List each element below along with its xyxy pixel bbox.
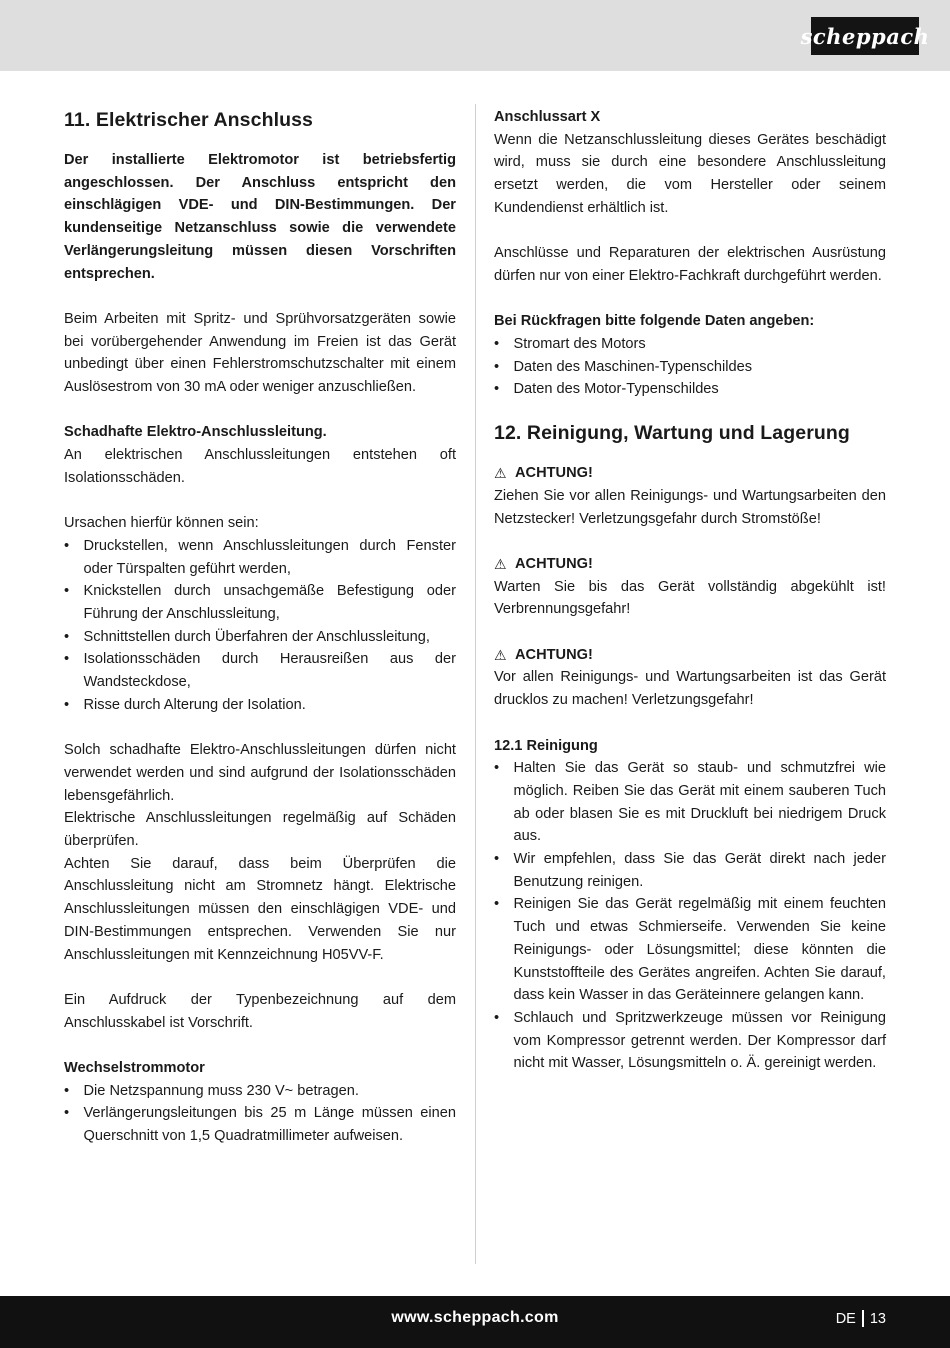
page-number: 13 [869, 1310, 886, 1327]
warning-title: ⚠ ACHTUNG! [494, 553, 886, 576]
separator [862, 1310, 864, 1327]
intro-paragraph: Der installierte Elektromotor ist betriebsfertig angeschlossen. Der Anschluss entspricht den einschlägigen VDE- und DIN-Bestimmungen. Der kundenseitige Netzanschluss sowie die verwendete Verlängerungsleitung müssen diesen Vorschriften entsprechen. [64, 152, 456, 282]
list-item: • Verlängerungsleitungen bis 25 m Länge müssen einen Querschnitt von 1,5 Quadratmillimeter aufweisen. [64, 1102, 456, 1147]
header-bar [0, 0, 950, 71]
queries-list [494, 333, 886, 401]
ac-motor-title: Wechselstrommotor [64, 1060, 205, 1077]
cleaning-list [494, 757, 886, 1075]
right-column [494, 106, 886, 1075]
footer-bar [0, 1296, 950, 1348]
warning-text: Vor allen Reinigungs- und Wartungsarbeiten ist das Gerät drucklos zu machen! Verletzungsgefahr! [494, 669, 886, 709]
causes-list [64, 535, 456, 717]
website-link[interactable]: www.scheppach.com [391, 1309, 559, 1326]
section-12-heading: 12. Reinigung, Wartung und Lagerung [494, 422, 850, 445]
connection-type-x-title: Anschlussart X [494, 109, 601, 125]
warning-triangle-icon: ⚠ [494, 465, 507, 482]
section-11-heading: 11. Elektrischer Anschluss [64, 109, 314, 131]
list-item: • Schnittstellen durch Überfahren der Anschlussleitung, [64, 626, 456, 649]
list-item: • Knickstellen durch unsachgemäße Befestigung oder Führung der Anschlussleitung, [64, 580, 456, 625]
list-item: • Halten Sie das Gerät so staub- und schmutzfrei wie möglich. Reiben Sie das Gerät mit einem sauberen Tuch ab oder blasen Sie es mit Druckluft bei niedrigem Druck aus. [494, 757, 886, 848]
warning-title: ⚠ ACHTUNG! [494, 462, 886, 485]
fi-switch-paragraph: Beim Arbeiten mit Spritz- und Sprühvorsatzgeräten sowie bei vorübergehender Anwendung im Freien ist das Gerät unbedingt über einen Fehlerstromschutzschalter mit einem Auslösestrom von 30 mA oder weniger anzuschließen. [64, 310, 456, 396]
page-indicator [836, 1310, 886, 1327]
imprint-paragraph: Ein Aufdruck der Typenbezeichnung auf dem Anschlusskabel ist Vorschrift. [64, 991, 456, 1031]
list-item: • Daten des Maschinen-Typenschildes [494, 356, 886, 379]
column-divider [475, 104, 476, 1264]
queries-title: Bei Rückfragen bitte folgende Daten angeben: [494, 313, 815, 330]
ac-motor-list [64, 1080, 456, 1148]
left-column [64, 106, 456, 1148]
list-item: • Risse durch Alterung der Isolation. [64, 694, 456, 717]
damaged-cable-title: Schadhafte Elektro-Anschlussleitung. [64, 424, 327, 441]
damaged-paragraph-2: Elektrische Anschlussleitungen regelmäßig auf Schäden überprüfen. [64, 810, 456, 850]
list-item: • Stromart des Motors [494, 333, 886, 356]
cleaning-title: 12.1 Reinigung [494, 737, 598, 754]
list-item: • Die Netzspannung muss 230 V~ betragen. [64, 1080, 456, 1103]
damaged-cable-text: An elektrischen Anschlussleitungen entstehen oft Isolationsschäden. [64, 447, 456, 486]
brand-logo: scheppach [811, 17, 919, 55]
list-item: • Reinigen Sie das Gerät regelmäßig mit einem feuchten Tuch und etwas Schmierseife. Verwenden Sie keine Reinigungs- oder Lösungsmittel; diese könnten die Kunststoffteile des Gerätes angreifen. Achten Sie darauf, dass kein Wasser in das Geräteinnere gelangen kann. [494, 893, 886, 1007]
causes-intro: Ursachen hierfür können sein: [64, 515, 259, 532]
list-item: • Daten des Motor-Typenschildes [494, 378, 886, 401]
damaged-paragraph-3: Achten Sie darauf, dass beim Überprüfen die Anschlussleitung nicht am Stromnetz hängt. Elektrische Anschlussleitungen müssen den einschlägigen VDE- und DIN-Bestimmungen entsprechen. Verwenden Sie nur Anschlussleitungen mit Kennzeichnung H05VV-F. [64, 855, 456, 963]
warning-text: Ziehen Sie vor allen Reinigungs- und Wartungsarbeiten den Netzstecker! Verletzungsgefahr durch Stromstöße! [494, 487, 886, 527]
warning-text: Warten Sie bis das Gerät vollständig abgekühlt ist! Verbrennungsgefahr! [494, 578, 886, 618]
warning-triangle-icon: ⚠ [494, 555, 507, 572]
language-code: DE [835, 1310, 856, 1327]
list-item: • Wir empfehlen, dass Sie das Gerät direkt nach jeder Benutzung reinigen. [494, 848, 886, 893]
warning-triangle-icon: ⚠ [494, 646, 507, 663]
warning-title: ⚠ ACHTUNG! [494, 644, 886, 667]
list-item: • Druckstellen, wenn Anschlussleitungen durch Fenster oder Türspalten geführt werden, [64, 535, 456, 580]
damaged-paragraph-1: Solch schadhafte Elektro-Anschlussleitungen dürfen nicht verwendet werden und sind aufgrund der Isolationsschäden lebensgefährlich. [64, 742, 456, 804]
list-item: • Isolationsschäden durch Herausreißen aus der Wandsteckdose, [64, 648, 456, 693]
repairs-paragraph: Anschlüsse und Reparaturen der elektrischen Ausrüstung dürfen nur von einer Elektro-Fachkraft durchgeführt werden. [494, 245, 886, 284]
list-item: • Schlauch und Spritzwerkzeuge müssen vor Reinigung vom Kompressor getrennt werden. Der Kompressor darf nicht mit Wasser, Lösungsmitteln o. Ä. gereinigt werden. [494, 1007, 886, 1075]
connection-type-x-text: Wenn die Netzanschlussleitung dieses Gerätes beschädigt wird, muss sie durch eine besondere Anschlussleitung ersetzt werden, die vom Hersteller oder seinem Kundendienst erhältlich ist. [494, 131, 886, 216]
